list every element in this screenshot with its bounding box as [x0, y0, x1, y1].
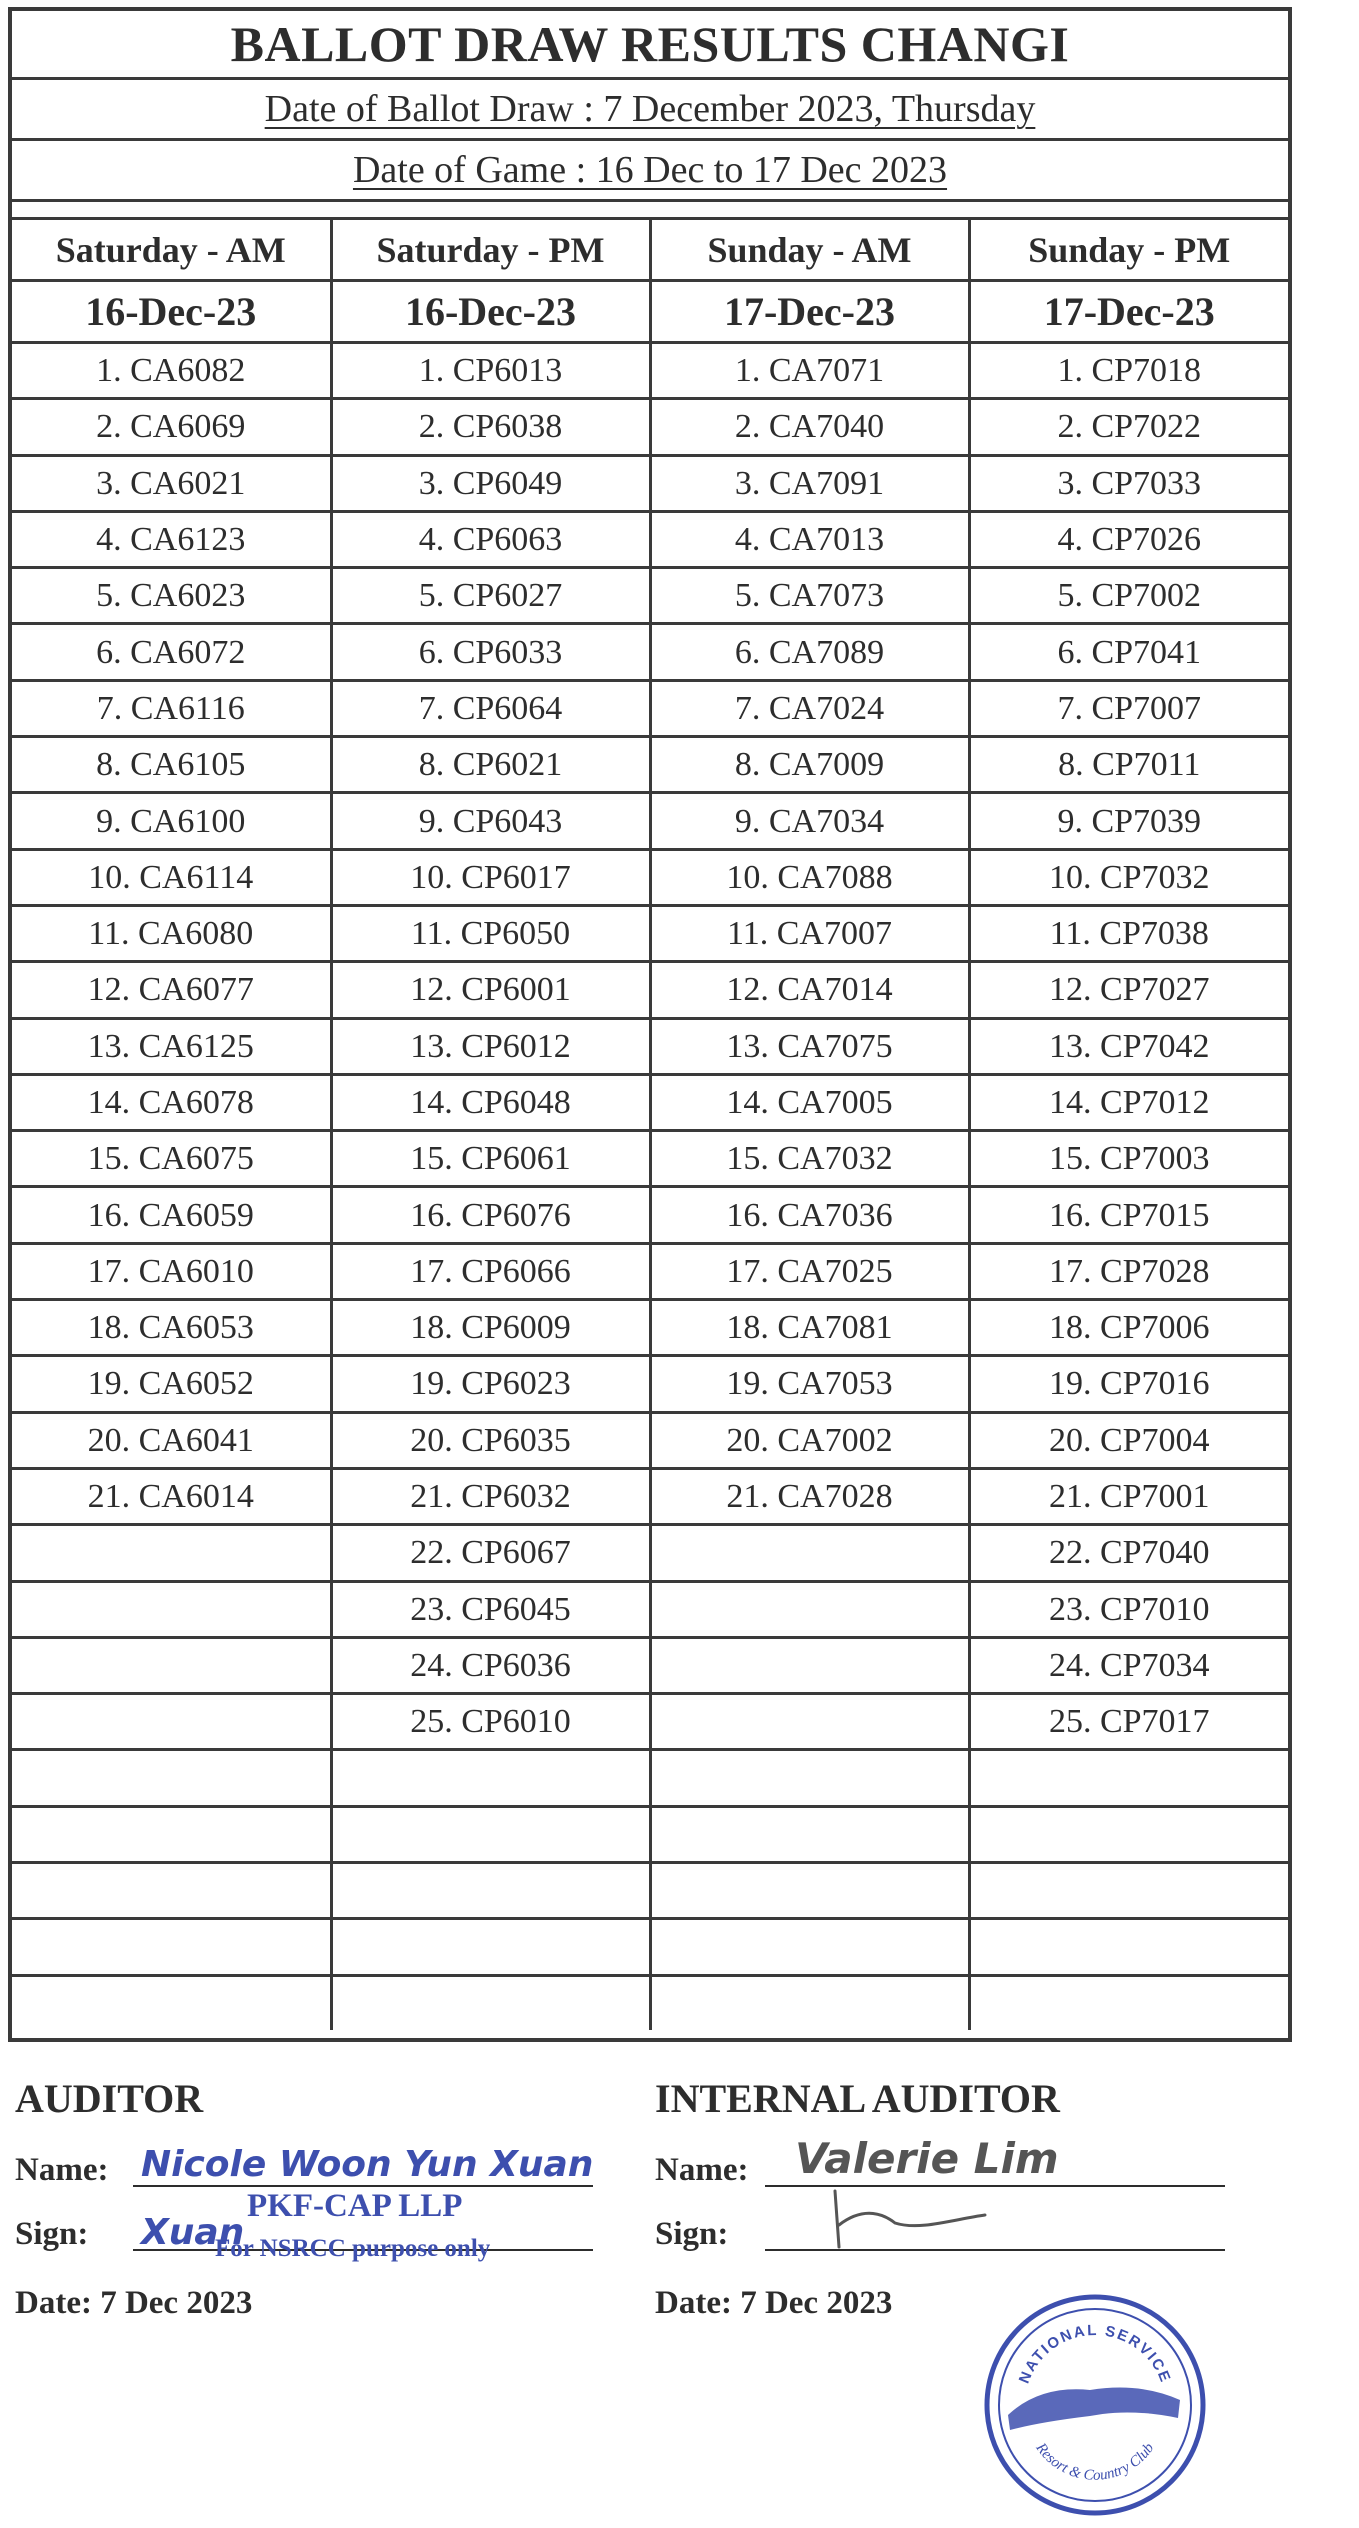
ballot-entry-cell: 24. CP7034	[969, 1637, 1288, 1693]
ballot-entry-cell: 13. CP6012	[331, 1018, 650, 1074]
ballot-entry-cell: 14. CP7012	[969, 1074, 1288, 1130]
ballot-entry-cell: 5. CA6023	[12, 568, 331, 624]
game-date: Date of Game : 16 Dec to 17 Dec 2023	[12, 141, 1288, 202]
ballot-entry-cell: 17. CP7028	[969, 1243, 1288, 1299]
seal-emblem	[1008, 2388, 1180, 2430]
table-row	[12, 1863, 1288, 1919]
club-seal-stamp	[980, 2290, 1210, 2520]
table-row	[12, 962, 1288, 1018]
ballot-entry-cell: 19. CP6023	[331, 1356, 650, 1412]
ballot-entry-cell	[969, 1975, 1288, 2030]
ballot-entry-cell: 3. CA7091	[650, 455, 969, 511]
table-row	[12, 455, 1288, 511]
table-row	[12, 1412, 1288, 1468]
column-header-date: 16-Dec-23	[331, 281, 650, 343]
ballot-entry-cell	[12, 1750, 331, 1806]
ballot-entry-cell	[650, 1637, 969, 1693]
internal-auditor-name-handwritten: Valerie Lim	[795, 2134, 1059, 2183]
ballot-entry-cell: 13. CP7042	[969, 1018, 1288, 1074]
auditor-signature: Xuan	[141, 2212, 245, 2253]
ballot-entry-cell: 24. CP6036	[331, 1637, 650, 1693]
ballot-entry-cell	[331, 1863, 650, 1919]
ballot-entry-cell: 21. CP7001	[969, 1468, 1288, 1524]
ballot-entry-cell: 16. CA6059	[12, 1187, 331, 1243]
table-row	[12, 624, 1288, 680]
table-row	[12, 1356, 1288, 1412]
table-row	[12, 1750, 1288, 1806]
ballot-entry-cell: 1. CP7018	[969, 343, 1288, 399]
column-header-day: Sunday - AM	[650, 220, 969, 281]
internal-auditor-sign-row	[655, 2195, 1255, 2259]
table-row	[12, 511, 1288, 567]
ballot-entry-cell: 4. CP7026	[969, 511, 1288, 567]
ballot-entry-cell	[650, 1975, 969, 2030]
ballot-entry-cell	[12, 1919, 331, 1975]
ballot-entry-cell: 12. CP7027	[969, 962, 1288, 1018]
ballot-entry-cell	[969, 1919, 1288, 1975]
table-row	[12, 1018, 1288, 1074]
ballot-entry-cell: 17. CA7025	[650, 1243, 969, 1299]
sign-label: Sign:	[15, 2216, 89, 2252]
table-row	[12, 1525, 1288, 1581]
ballot-entry-cell: 11. CP6050	[331, 905, 650, 961]
ballot-entry-cell: 4. CA7013	[650, 511, 969, 567]
date-header-row	[12, 281, 1288, 343]
ballot-entry-cell	[650, 1863, 969, 1919]
ballot-entry-cell: 13. CA6125	[12, 1018, 331, 1074]
ballot-entry-cell: 19. CA7053	[650, 1356, 969, 1412]
ballot-entry-cell	[12, 1637, 331, 1693]
table-row	[12, 343, 1288, 399]
ballot-entry-cell: 21. CA7028	[650, 1468, 969, 1524]
ballot-entry-cell: 16. CP7015	[969, 1187, 1288, 1243]
ballot-entry-cell: 17. CP6066	[331, 1243, 650, 1299]
ballot-entry-cell: 20. CA7002	[650, 1412, 969, 1468]
ballot-entry-cell: 23. CP6045	[331, 1581, 650, 1637]
ballot-entry-cell: 5. CA7073	[650, 568, 969, 624]
ballot-entry-cell: 5. CP6027	[331, 568, 650, 624]
ballot-entry-cell: 8. CP6021	[331, 737, 650, 793]
seal-bottom-text: Resort & Country Club	[1032, 2440, 1158, 2484]
ballot-entry-cell: 12. CP6001	[331, 962, 650, 1018]
ballot-entry-cell	[650, 1806, 969, 1862]
auditor-stamp-note: For NSRCC purpose only	[215, 2235, 491, 2262]
ballot-entry-cell: 10. CP6017	[331, 849, 650, 905]
ballot-sheet	[8, 7, 1292, 2042]
table-row	[12, 1300, 1288, 1356]
ballot-entry-cell	[331, 1750, 650, 1806]
ballot-entry-cell: 7. CP6064	[331, 680, 650, 736]
ballot-entry-cell: 2. CA7040	[650, 399, 969, 455]
ballot-entry-cell: 13. CA7075	[650, 1018, 969, 1074]
column-header-date: 17-Dec-23	[650, 281, 969, 343]
auditor-date: Date: 7 Dec 2023	[15, 2285, 253, 2321]
table-row	[12, 737, 1288, 793]
internal-auditor-date: Date: 7 Dec 2023	[655, 2285, 893, 2321]
ballot-entry-cell: 3. CP7033	[969, 455, 1288, 511]
table-row	[12, 1637, 1288, 1693]
ballot-entry-cell: 20. CP7004	[969, 1412, 1288, 1468]
internal-auditor-block	[655, 2075, 1255, 2322]
ballot-entry-cell: 18. CA6053	[12, 1300, 331, 1356]
table-row	[12, 1919, 1288, 1975]
ballot-entry-cell: 6. CP6033	[331, 624, 650, 680]
table-row	[12, 568, 1288, 624]
ballot-entry-cell: 7. CA6116	[12, 680, 331, 736]
ballot-entry-cell: 7. CP7007	[969, 680, 1288, 736]
ballot-entry-cell: 1. CP6013	[331, 343, 650, 399]
seal-top-text: NATIONAL SERVICE	[1015, 2321, 1175, 2386]
column-header-day: Saturday - AM	[12, 220, 331, 281]
ballot-entry-cell: 9. CA6100	[12, 793, 331, 849]
name-label: Name:	[15, 2152, 109, 2188]
ballot-entry-cell	[650, 1919, 969, 1975]
table-row	[12, 905, 1288, 961]
ballot-entry-cell: 1. CA6082	[12, 343, 331, 399]
table-row	[12, 1131, 1288, 1187]
ballot-entry-cell	[331, 1806, 650, 1862]
ballot-entry-cell: 4. CP6063	[331, 511, 650, 567]
ballot-entry-cell: 8. CA6105	[12, 737, 331, 793]
auditor-sign-row	[15, 2188, 615, 2262]
ballot-entry-cell: 8. CA7009	[650, 737, 969, 793]
ballot-entry-cell: 18. CA7081	[650, 1300, 969, 1356]
ballot-entry-cell: 2. CA6069	[12, 399, 331, 455]
auditor-block	[15, 2075, 615, 2322]
ballot-entry-cell: 8. CP7011	[969, 737, 1288, 793]
ballot-entry-cell: 2. CP6038	[331, 399, 650, 455]
ballot-entry-cell: 10. CA6114	[12, 849, 331, 905]
ballot-draw-date: Date of Ballot Draw : 7 December 2023, Thursday	[12, 80, 1288, 141]
ballot-entry-cell	[969, 1863, 1288, 1919]
ballot-entry-cell: 12. CA7014	[650, 962, 969, 1018]
ballot-entry-cell: 7. CA7024	[650, 680, 969, 736]
ballot-entry-cell: 15. CA7032	[650, 1131, 969, 1187]
ballot-results-table	[12, 220, 1288, 2030]
ballot-entry-cell: 2. CP7022	[969, 399, 1288, 455]
ballot-entry-cell: 22. CP7040	[969, 1525, 1288, 1581]
table-row	[12, 849, 1288, 905]
name-label: Name:	[655, 2152, 749, 2188]
table-row	[12, 1468, 1288, 1524]
column-header-date: 17-Dec-23	[969, 281, 1288, 343]
internal-auditor-signature	[825, 2185, 995, 2255]
ballot-entry-cell: 14. CA7005	[650, 1074, 969, 1130]
ballot-entry-cell	[331, 1975, 650, 2030]
spacer-row	[12, 202, 1288, 220]
ballot-entry-cell	[12, 1975, 331, 2030]
auditor-heading: AUDITOR	[15, 2076, 204, 2121]
table-row	[12, 1187, 1288, 1243]
table-row	[12, 1074, 1288, 1130]
ballot-entry-cell: 6. CP7041	[969, 624, 1288, 680]
ballot-entry-cell: 11. CA6080	[12, 905, 331, 961]
ballot-entry-cell: 11. CA7007	[650, 905, 969, 961]
ballot-entry-cell: 17. CA6010	[12, 1243, 331, 1299]
ballot-entry-cell: 21. CP6032	[331, 1468, 650, 1524]
ballot-entry-cell	[12, 1581, 331, 1637]
ballot-entry-cell: 10. CP7032	[969, 849, 1288, 905]
column-header-day: Saturday - PM	[331, 220, 650, 281]
ballot-entry-cell: 23. CP7010	[969, 1581, 1288, 1637]
ballot-entry-cell: 11. CP7038	[969, 905, 1288, 961]
day-header-row	[12, 220, 1288, 281]
table-row	[12, 793, 1288, 849]
ballot-entry-cell: 9. CA7034	[650, 793, 969, 849]
ballot-entry-cell	[12, 1694, 331, 1750]
ballot-entry-cell: 25. CP7017	[969, 1694, 1288, 1750]
table-row	[12, 1975, 1288, 2030]
ballot-entry-cell: 6. CA7089	[650, 624, 969, 680]
ballot-entry-cell	[969, 1806, 1288, 1862]
ballot-entry-cell: 12. CA6077	[12, 962, 331, 1018]
ballot-entry-cell: 9. CP7039	[969, 793, 1288, 849]
ballot-entry-cell: 19. CP7016	[969, 1356, 1288, 1412]
ballot-entry-cell: 22. CP6067	[331, 1525, 650, 1581]
ballot-body	[12, 343, 1288, 2030]
ballot-entry-cell: 25. CP6010	[331, 1694, 650, 1750]
table-row	[12, 1243, 1288, 1299]
ballot-entry-cell	[650, 1525, 969, 1581]
column-header-day: Sunday - PM	[969, 220, 1288, 281]
table-row	[12, 399, 1288, 455]
ballot-entry-cell: 15. CP7003	[969, 1131, 1288, 1187]
ballot-entry-cell	[12, 1863, 331, 1919]
internal-auditor-heading: INTERNAL AUDITOR	[655, 2076, 1060, 2121]
ballot-entry-cell	[650, 1694, 969, 1750]
ballot-entry-cell: 19. CA6052	[12, 1356, 331, 1412]
ballot-entry-cell: 15. CA6075	[12, 1131, 331, 1187]
ballot-entry-cell: 18. CP6009	[331, 1300, 650, 1356]
ballot-entry-cell: 14. CA6078	[12, 1074, 331, 1130]
ballot-entry-cell: 14. CP6048	[331, 1074, 650, 1130]
ballot-entry-cell: 1. CA7071	[650, 343, 969, 399]
ballot-entry-cell	[331, 1919, 650, 1975]
ballot-entry-cell: 18. CP7006	[969, 1300, 1288, 1356]
ballot-entry-cell	[650, 1750, 969, 1806]
page-title: BALLOT DRAW RESULTS CHANGI	[12, 11, 1288, 80]
ballot-entry-cell: 20. CP6035	[331, 1412, 650, 1468]
column-header-date: 16-Dec-23	[12, 281, 331, 343]
ballot-entry-cell: 3. CP6049	[331, 455, 650, 511]
ballot-entry-cell: 9. CP6043	[331, 793, 650, 849]
ballot-entry-cell	[12, 1806, 331, 1862]
table-row	[12, 680, 1288, 736]
table-row	[12, 1806, 1288, 1862]
auditor-name-handwritten: Nicole Woon Yun Xuan	[141, 2144, 594, 2185]
ballot-entry-cell	[650, 1581, 969, 1637]
ballot-entry-cell: 16. CP6076	[331, 1187, 650, 1243]
ballot-entry-cell: 4. CA6123	[12, 511, 331, 567]
ballot-entry-cell: 6. CA6072	[12, 624, 331, 680]
ballot-entry-cell: 21. CA6014	[12, 1468, 331, 1524]
ballot-entry-cell: 15. CP6061	[331, 1131, 650, 1187]
ballot-entry-cell	[12, 1525, 331, 1581]
ballot-entry-cell: 5. CP7002	[969, 568, 1288, 624]
table-row	[12, 1581, 1288, 1637]
ballot-entry-cell	[969, 1750, 1288, 1806]
ballot-entry-cell: 3. CA6021	[12, 455, 331, 511]
auditor-stamp-firm: PKF-CAP LLP	[247, 2188, 463, 2224]
ballot-entry-cell: 10. CA7088	[650, 849, 969, 905]
ballot-entry-cell: 16. CA7036	[650, 1187, 969, 1243]
name-line	[133, 2185, 593, 2187]
auditor-name-row	[15, 2131, 615, 2195]
table-row	[12, 1694, 1288, 1750]
ballot-entry-cell: 20. CA6041	[12, 1412, 331, 1468]
sign-label: Sign:	[655, 2216, 729, 2252]
